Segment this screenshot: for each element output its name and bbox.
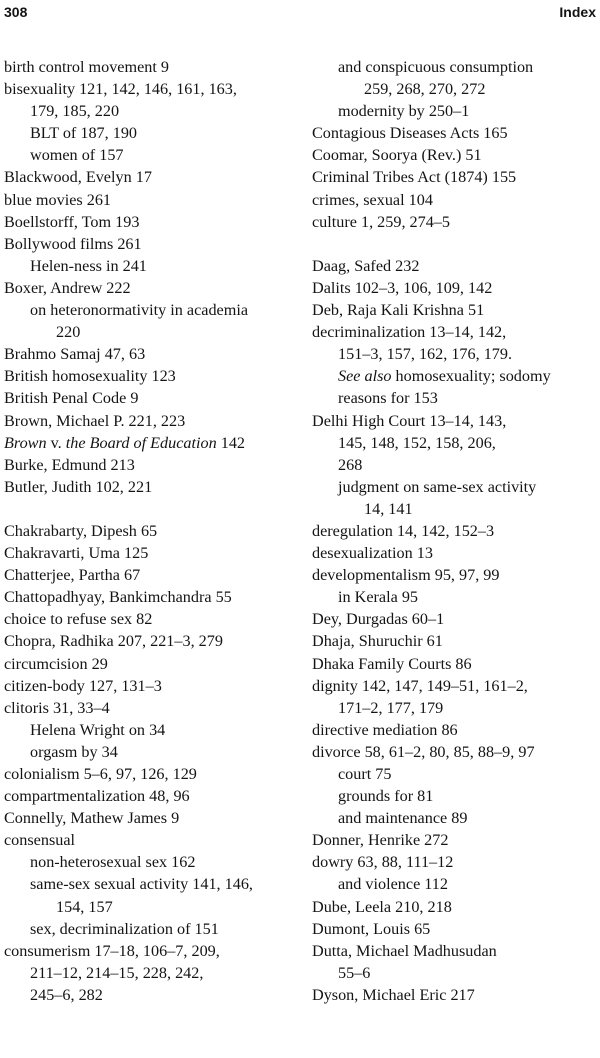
index-entry <box>312 166 596 188</box>
index-entry <box>312 829 596 851</box>
entry-text: Dyson, Michael Eric 217 <box>312 985 475 1004</box>
index-entry <box>312 630 596 652</box>
entry-text: British Penal Code 9 <box>4 389 139 408</box>
entry-text: dignity 142, 147, 149–51, 161–2, <box>312 676 528 695</box>
entry-text: Chakrabarty, Dipesh 65 <box>4 521 158 540</box>
entry-text: British homosexuality 123 <box>4 367 176 386</box>
index-subentry <box>4 719 300 741</box>
entry-text: Dey, Durgadas 60–1 <box>312 610 445 629</box>
entry-text: BLT of 187, 190 <box>30 124 138 143</box>
index-subentry <box>312 962 596 984</box>
entry-text: Dube, Leela 210, 218 <box>312 897 452 916</box>
index-entry <box>312 542 596 564</box>
entry-text: orgasm by 34 <box>30 742 118 761</box>
entry-text: Daag, Safed 232 <box>312 256 420 275</box>
page-header <box>4 2 596 24</box>
index-entry <box>4 233 300 255</box>
entry-text: clitoris 31, 33–4 <box>4 698 110 717</box>
index-entry <box>4 166 300 188</box>
index-entry <box>4 940 300 962</box>
index-subentry <box>312 873 596 895</box>
index-subentry <box>312 56 596 78</box>
entry-text: blue movies 261 <box>4 190 112 209</box>
index-subentry <box>312 432 596 454</box>
entry-text: Butler, Judith 102, 221 <box>4 477 153 496</box>
index-entry <box>312 719 596 741</box>
running-title: Index <box>559 4 596 20</box>
index-subentry <box>4 896 300 918</box>
index-entry <box>312 122 596 144</box>
index-subentry <box>4 122 300 144</box>
entry-text: Brown, Michael P. 221, 223 <box>4 411 186 430</box>
entry-text: Blackwood, Evelyn 17 <box>4 168 152 187</box>
index-entry <box>312 918 596 940</box>
index-subentry <box>4 984 300 1006</box>
entry-text: Dalits 102–3, 106, 109, 142 <box>312 278 493 297</box>
entry-text: directive mediation 86 <box>312 720 458 739</box>
entry-text: Criminal Tribes Act (1874) 155 <box>312 168 517 187</box>
entry-text: Chatterjee, Partha 67 <box>4 566 141 585</box>
entry-text: Deb, Raja Kali Krishna 51 <box>312 301 485 320</box>
italic-text: Brown <box>4 433 47 452</box>
index-entry <box>312 277 596 299</box>
index-entry <box>312 255 596 277</box>
index-subentry <box>312 476 596 498</box>
entry-text: decriminalization 13–14, 142, <box>312 323 507 342</box>
index-entry <box>4 608 300 630</box>
entry-text: compartmentalization 48, 96 <box>4 787 190 806</box>
entry-text: 259, 268, 270, 272 <box>364 80 486 99</box>
index-entry <box>4 277 300 299</box>
index-subentry <box>312 763 596 785</box>
index-entry <box>312 896 596 918</box>
entry-text: grounds for 81 <box>338 787 434 806</box>
entry-text: women of 157 <box>30 146 124 165</box>
index-entry <box>312 410 596 432</box>
index-subentry <box>312 586 596 608</box>
index-entry <box>4 189 300 211</box>
entry-text: and violence 112 <box>338 875 448 894</box>
index-entry <box>4 675 300 697</box>
index-entry <box>4 542 300 564</box>
index-entry <box>312 984 596 1006</box>
entry-text: Chopra, Radhika 207, 221–3, 279 <box>4 632 223 651</box>
entry-text: Contagious Diseases Acts 165 <box>312 124 508 143</box>
index-subentry <box>4 144 300 166</box>
entry-text: reasons for 153 <box>338 389 438 408</box>
index-subentry <box>4 299 300 321</box>
entry-text: desexualization 13 <box>312 544 433 563</box>
entry-text: choice to refuse sex 82 <box>4 610 153 629</box>
index-column-left <box>4 56 300 1006</box>
index-subentry <box>4 255 300 277</box>
entry-text: developmentalism 95, 97, 99 <box>312 566 500 585</box>
entry-text: and conspicuous consumption <box>338 58 534 76</box>
index-subentry <box>312 697 596 719</box>
index-entry <box>4 630 300 652</box>
entry-text: bisexuality 121, 142, 146, 161, 163, <box>4 80 237 99</box>
entry-text: crimes, sexual 104 <box>312 190 433 209</box>
index-entry <box>312 321 596 343</box>
entry-text: non-heterosexual sex 162 <box>30 853 196 872</box>
index-subentry <box>4 918 300 940</box>
entry-text: Delhi High Court 13–14, 143, <box>312 411 507 430</box>
index-entry <box>4 343 300 365</box>
index-entry <box>4 365 300 387</box>
entry-text: same-sex sexual activity 141, 146, <box>30 875 253 894</box>
entry-text: Boellstorff, Tom 193 <box>4 212 140 231</box>
entry-text: Dumont, Louis 65 <box>312 919 431 938</box>
entry-text: deregulation 14, 142, 152–3 <box>312 521 495 540</box>
index-entry <box>312 940 596 962</box>
section-gap <box>4 498 300 520</box>
entry-text: Chakravarti, Uma 125 <box>4 544 149 563</box>
entry-text: 220 <box>56 323 81 342</box>
index-entry <box>312 144 596 166</box>
index-entry <box>4 78 300 100</box>
entry-text: Helen-ness in 241 <box>30 256 147 275</box>
entry-text: modernity by 250–1 <box>338 102 470 121</box>
index-entry <box>312 741 596 763</box>
index-entry <box>4 520 300 542</box>
entry-text: Helena Wright on 34 <box>30 720 166 739</box>
index-subentry <box>312 807 596 829</box>
index-entry <box>4 454 300 476</box>
italic-text: the Board of Education <box>65 433 217 452</box>
entry-text: colonialism 5–6, 97, 126, 129 <box>4 765 197 783</box>
entry-text: 211–12, 214–15, 228, 242, <box>30 963 204 982</box>
entry-text: Chattopadhyay, Bankimchandra 55 <box>4 588 232 607</box>
entry-text: 179, 185, 220 <box>30 102 120 121</box>
index-subentry <box>312 498 596 520</box>
entry-text: Dutta, Michael Madhusudan <box>312 941 497 960</box>
entry-text: homosexuality; sodomy <box>391 367 551 386</box>
index-entry <box>312 211 596 233</box>
index-entry <box>4 653 300 675</box>
entry-text: 14, 141 <box>364 499 413 518</box>
index-subentry <box>312 785 596 807</box>
index-subentry <box>4 962 300 984</box>
entry-text: v. <box>46 433 66 452</box>
index-subentry <box>312 454 596 476</box>
index-subentry <box>4 741 300 763</box>
index-subentry <box>312 100 596 122</box>
index-entry <box>4 56 300 78</box>
entry-text: 55–6 <box>338 963 371 982</box>
entry-text: dowry 63, 88, 111–12 <box>312 853 454 872</box>
index-subentry <box>4 100 300 122</box>
index-entry <box>312 299 596 321</box>
index-subentry <box>4 851 300 873</box>
entry-text: court 75 <box>338 765 392 783</box>
index-subentry <box>312 365 596 387</box>
index-subentry <box>312 387 596 409</box>
index-entry <box>4 476 300 498</box>
entry-text: citizen-body 127, 131–3 <box>4 676 162 695</box>
index-entry <box>312 520 596 542</box>
entry-text: Coomar, Soorya (Rev.) 51 <box>312 146 482 165</box>
entry-text: Burke, Edmund 213 <box>4 455 135 474</box>
entry-text: consensual <box>4 831 76 850</box>
entry-text: Boxer, Andrew 222 <box>4 278 131 297</box>
index-entry <box>4 697 300 719</box>
index-subentry <box>4 873 300 895</box>
entry-text: divorce 58, 61–2, 80, 85, 88–9, 97 <box>312 742 535 761</box>
entry-text: culture 1, 259, 274–5 <box>312 212 451 231</box>
entry-text: and maintenance 89 <box>338 809 468 828</box>
entry-text: Bollywood films 261 <box>4 234 142 253</box>
entry-text: Donner, Henrike 272 <box>312 831 449 850</box>
entry-text: birth control movement 9 <box>4 58 169 76</box>
index-entry <box>4 564 300 586</box>
page-number: 308 <box>4 4 28 20</box>
index-entry <box>4 387 300 409</box>
entry-text: Dhaja, Shuruchir 61 <box>312 632 443 651</box>
entry-text: circumcision 29 <box>4 654 108 673</box>
entry-text: 151–3, 157, 162, 176, 179. <box>338 345 513 364</box>
index-entry <box>4 432 300 454</box>
index-entry <box>4 763 300 785</box>
entry-text: in Kerala 95 <box>338 588 419 607</box>
entry-text: judgment on same-sex activity <box>338 477 537 496</box>
index-entry <box>4 785 300 807</box>
italic-text: See also <box>338 367 392 386</box>
entry-text: 245–6, 282 <box>30 985 103 1004</box>
entry-text: Dhaka Family Courts 86 <box>312 654 472 673</box>
index-entry <box>312 851 596 873</box>
entry-text: consumerism 17–18, 106–7, 209, <box>4 941 220 960</box>
index-subentry <box>4 321 300 343</box>
index-column-right <box>312 56 596 1006</box>
entry-text: 154, 157 <box>56 897 113 916</box>
index-subentry <box>312 78 596 100</box>
entry-text: 145, 148, 152, 158, 206, <box>338 433 496 452</box>
index-entry <box>312 189 596 211</box>
entry-text: Connelly, Mathew James 9 <box>4 809 180 828</box>
index-entry <box>4 807 300 829</box>
index-entry <box>4 829 300 851</box>
entry-text: 268 <box>338 455 363 474</box>
index-entry <box>4 211 300 233</box>
entry-text: Brahmo Samaj 47, 63 <box>4 345 146 364</box>
entry-text: on heteronormativity in academia <box>30 301 249 320</box>
index-entry <box>312 653 596 675</box>
index-entry <box>312 564 596 586</box>
index-entry <box>4 586 300 608</box>
entry-text: sex, decriminalization of 151 <box>30 919 219 938</box>
index-subentry <box>312 343 596 365</box>
section-gap <box>312 233 596 255</box>
entry-text: 142 <box>216 433 246 452</box>
entry-text: 171–2, 177, 179 <box>338 698 444 717</box>
index-entry <box>312 675 596 697</box>
index-entry <box>4 410 300 432</box>
index-entry <box>312 608 596 630</box>
